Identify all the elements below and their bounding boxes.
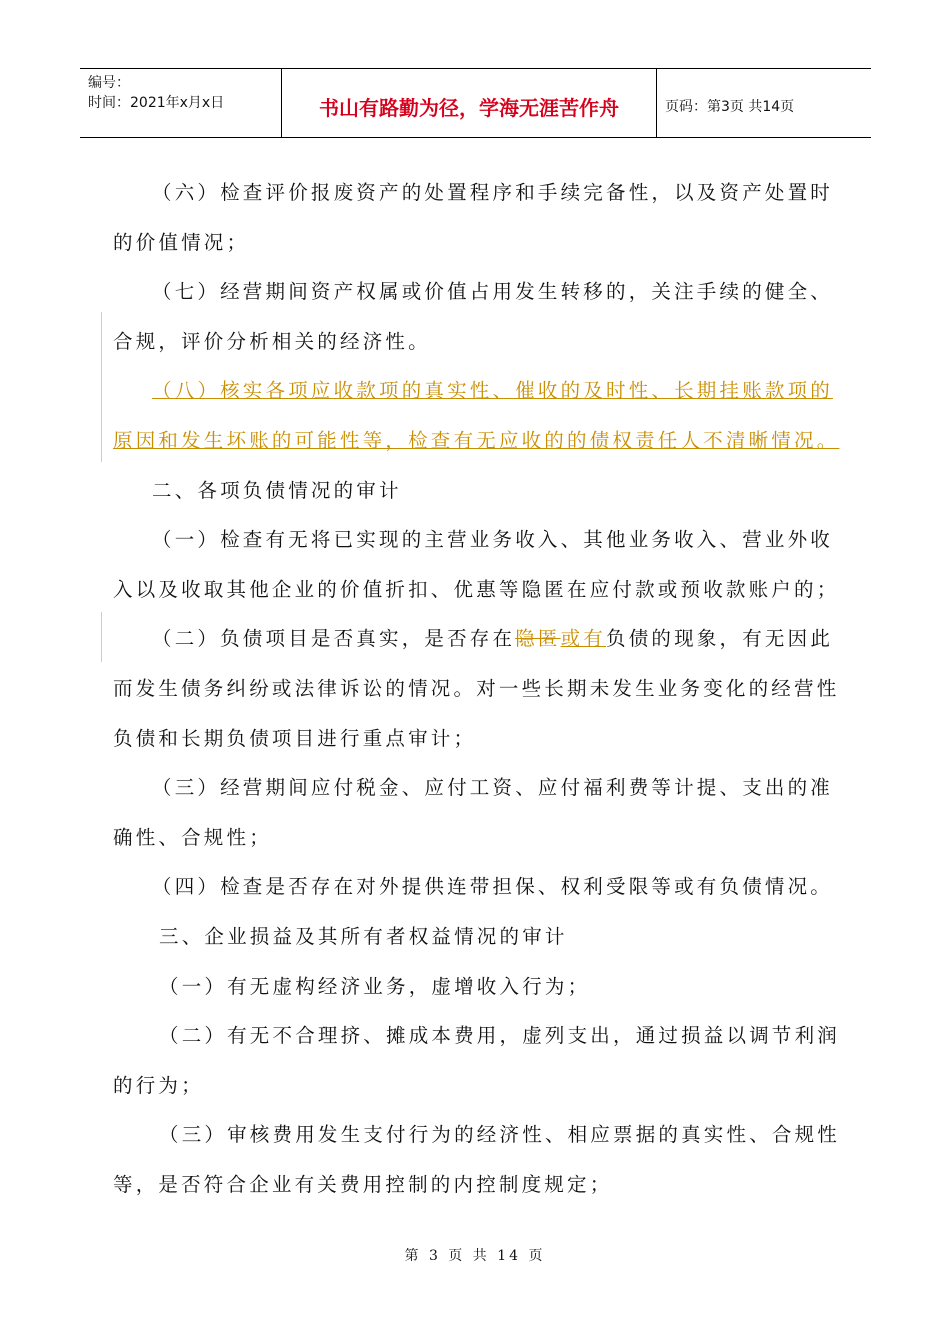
section-heading: 二、各项负债情况的审计 [152,478,402,502]
paragraph-line: 负债和长期负债项目进行重点审计； [113,726,477,750]
paragraph-line: （二）有无不合理挤、摊成本费用，虚列支出，通过损益以调节利润 [159,1024,841,1048]
paragraph-line: （一）检查有无将已实现的主营业务收入、其他业务收入、营业外收 [152,528,834,552]
text-run: 负债的现象，有无因此 [606,627,834,651]
document-body [113,168,841,1209]
inserted-text-line: （八）核实各项应收款项的真实性、催收的及时性、长期挂账款项的 [152,379,834,403]
paragraph-line: （三）审核费用发生支付行为的经济性、相应票据的真实性、合规性 [159,1123,841,1147]
header-page-label: 页码：第3页 共14页 [665,99,795,115]
inserted-text: 或有 [560,627,607,651]
paragraph-line: 确性、合规性； [113,825,272,849]
paragraph-line: 入以及收取其他企业的价值折扣、优惠等隐匿在应付款或预收款账户的； [113,577,840,601]
header-info [80,69,282,137]
inserted-text-line: 原因和发生坏账的可能性等，检查有无应收的的债权责任人不清晰情况。 [113,428,840,452]
revision-bar [101,312,102,462]
paragraph-line [113,614,837,664]
text-run: （二）负债项目是否真实，是否存在 [152,627,516,651]
paragraph-line: 的价值情况； [113,230,250,254]
page-footer: 第 3 页 共 14 页 [404,1248,546,1264]
paragraph-line: 的行为； [113,1073,204,1097]
time-label: 时间：2021年x月x日 [88,95,225,111]
section-heading: 三、企业损益及其所有者权益情况的审计 [159,924,568,948]
paragraph-line: （六）检查评价报废资产的处置程序和手续完备性，以及资产处置时 [152,181,834,204]
number-label: 编号： [88,75,130,91]
deleted-text: 隐匿 [515,627,561,651]
page-header [80,68,871,138]
paragraph-line: （七）经营期间资产权属或价值占用发生转移的，关注手续的健全、 [152,280,834,304]
header-motto: 书山有路勤为径，学海无涯苦作舟 [282,69,657,137]
paragraph-line: （一）有无虚构经济业务，虚增收入行为； [159,974,591,998]
revision-bar [101,612,102,662]
paragraph-line: （四）检查是否存在对外提供连带担保、权利受限等或有负债情况。 [152,875,834,899]
paragraph-line: 等，是否符合企业有关费用控制的内控制度规定； [113,1172,613,1196]
paragraph-line: 合规，评价分析相关的经济性。 [113,329,431,353]
paragraph-line: （三）经营期间应付税金、应付工资、应付福利费等计提、支出的准 [152,776,834,800]
paragraph-line: 而发生债务纠纷或法律诉讼的情况。对一些长期未发生业务变化的经营性 [113,676,840,700]
